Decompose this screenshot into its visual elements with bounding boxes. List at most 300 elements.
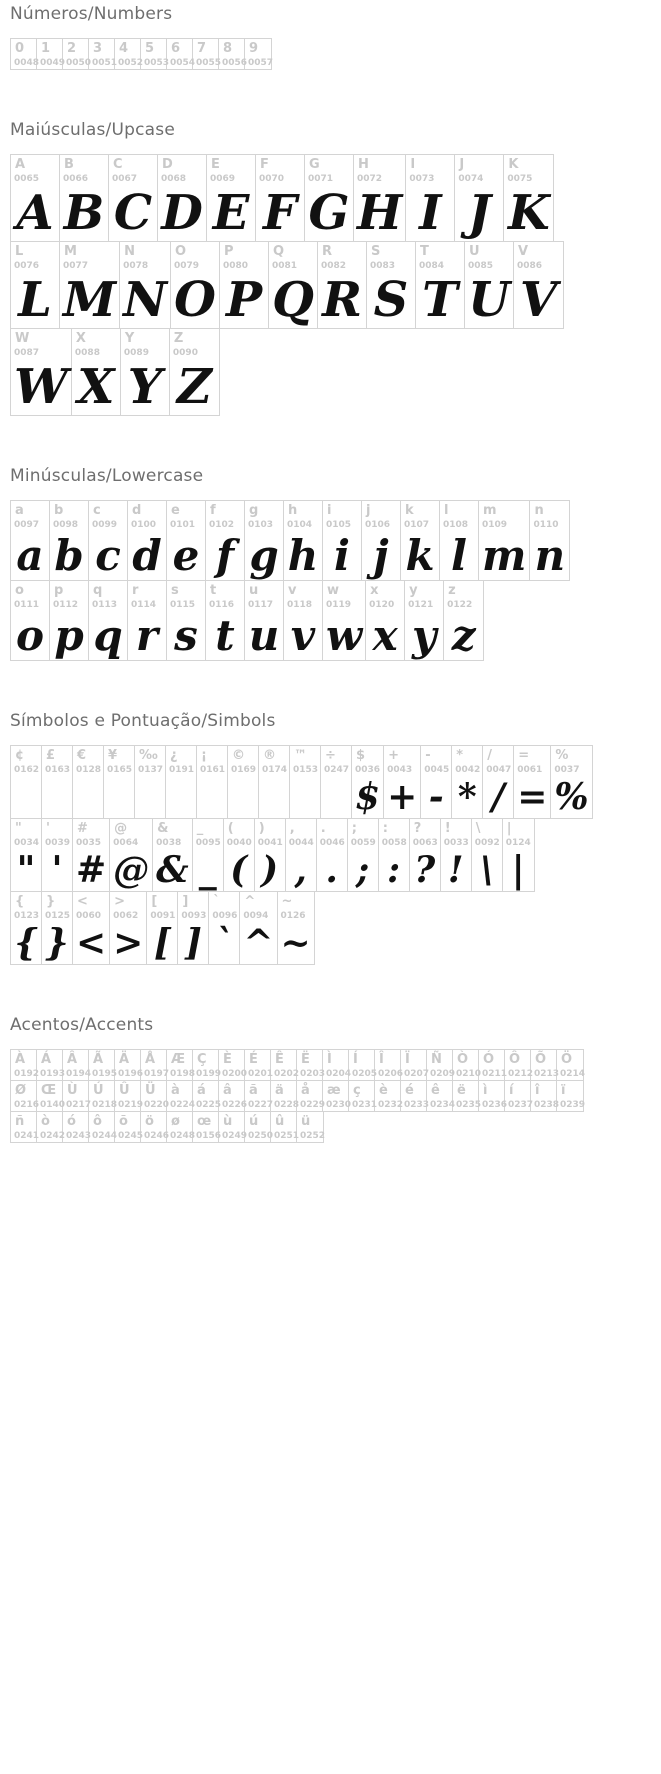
glyph-cell [141,1112,170,1142]
unicode-code: 0244 [92,1131,118,1141]
unicode-code: 0100 [131,520,157,530]
glyph-preview: I [419,185,442,241]
reference-char: N [124,244,136,259]
reference-char: i [327,503,332,518]
glyph-row [10,891,315,965]
unicode-code: 0047 [486,765,512,775]
unicode-code: 0098 [53,520,79,530]
glyph-preview: $ [355,776,381,818]
glyph-preview: a [16,531,44,580]
glyph-preview: [ [153,922,171,964]
glyph-cell [453,1081,482,1111]
reference-char: æ [327,1083,341,1098]
glyph-preview: H [357,185,403,241]
reference-char: ~ [281,894,293,909]
unicode-code: 0122 [447,600,473,610]
unicode-code: 0033 [443,838,469,848]
unicode-code: 0101 [170,520,196,530]
reference-char: ï [561,1083,566,1098]
glyph-cell [72,329,121,415]
glyph-cell [104,746,135,818]
glyph-cell [193,1050,222,1080]
reference-char: H [358,157,369,172]
reference-char: s [171,583,179,598]
glyph-cell [278,892,314,964]
unicode-code: 0230 [326,1100,352,1110]
unicode-code: 0118 [287,600,313,610]
glyph-cell [120,242,171,328]
section-title: Maiúsculas/Upcase [10,120,175,140]
reference-char: î [535,1083,540,1098]
glyph-cell [551,746,591,818]
unicode-code: 0073 [409,174,435,184]
glyph-cell [401,501,440,580]
glyph-preview: } [45,922,69,964]
unicode-code: 0232 [378,1100,404,1110]
reference-char: ¢ [15,748,25,763]
glyph-cell [60,155,109,241]
unicode-code: 0165 [107,765,133,775]
glyph-cell [50,501,89,580]
unicode-code: 0078 [123,261,149,271]
unicode-code: 0126 [280,911,306,921]
reference-char: 6 [171,41,181,56]
glyph-cell [317,819,348,891]
unicode-code: 0124 [505,838,531,848]
glyph-cell [158,155,207,241]
glyph-cell [115,39,144,69]
section-lowercase [10,466,661,661]
reference-char: G [309,157,320,172]
glyph-cell [89,501,128,580]
glyph-preview: b [54,531,84,580]
unicode-code: 0092 [474,838,500,848]
glyph-cell [110,819,153,891]
reference-char: T [420,244,429,259]
unicode-code: 0252 [300,1131,326,1141]
reference-char: ó [67,1114,76,1129]
unicode-code: 0220 [144,1100,170,1110]
unicode-code: 0115 [170,600,196,610]
glyph-cell [256,155,305,241]
glyph-cell [366,581,405,660]
glyph-preview: ; [356,849,370,891]
reference-char: + [388,748,399,763]
glyph-preview: \ [480,849,494,891]
glyph-cell [323,501,362,580]
reference-char: - [425,748,431,763]
glyph-cell [206,581,245,660]
glyph-preview: R [322,272,362,328]
glyph-cell [193,39,222,69]
reference-char: 8 [223,41,233,56]
unicode-code: 0082 [321,261,347,271]
unicode-code: 0090 [172,348,198,358]
unicode-code: 0197 [144,1069,170,1079]
glyph-cell [11,892,42,964]
unicode-code: 0119 [326,600,352,610]
reference-char: p [54,583,64,598]
glyph-cell [421,746,452,818]
glyph-preview [290,776,320,818]
glyph-cell [284,581,323,660]
glyph-preview [321,776,351,818]
unicode-code: 0210 [456,1069,482,1079]
reference-char: J [459,157,465,172]
glyph-cell [167,1081,196,1111]
unicode-code: 0051 [92,58,118,68]
glyph-cell [305,155,354,241]
unicode-code: 0156 [196,1131,222,1141]
glyph-preview: n [534,531,566,580]
glyph-cell [141,1081,170,1111]
reference-char: à [171,1083,180,1098]
unicode-code: 0140 [40,1100,66,1110]
glyph-preview: . [325,849,338,891]
glyph-preview: x [372,611,398,660]
glyph-cell [410,819,441,891]
unicode-code: 0107 [404,520,430,530]
glyph-cell [115,1112,144,1142]
unicode-code: 0106 [365,520,391,530]
reference-char: " [15,821,22,836]
reference-char: l [444,503,449,518]
glyph-preview: ~ [280,922,311,964]
unicode-code: 0042 [455,765,481,775]
reference-char: Í [353,1052,358,1067]
reference-char: ] [182,894,189,909]
reference-char: Ñ [431,1052,442,1067]
glyph-cell [73,746,104,818]
unicode-code: 0087 [14,348,40,358]
reference-char: / [487,748,492,763]
glyph-preview: ( [230,849,248,891]
unicode-code: 0226 [222,1100,248,1110]
glyph-cell [63,1081,92,1111]
reference-char: ^ [244,894,256,909]
reference-char: g [249,503,259,518]
glyph-cell [455,155,504,241]
reference-char: | [506,821,512,836]
glyph-row [10,1049,584,1081]
unicode-code: 0074 [458,174,484,184]
unicode-code: 0060 [76,911,102,921]
unicode-code: 0245 [118,1131,144,1141]
reference-char: È [223,1052,232,1067]
reference-char: > [114,894,126,909]
unicode-code: 0193 [40,1069,66,1079]
glyph-cell [115,1050,144,1080]
glyph-cell [479,1050,508,1080]
reference-char: d [132,503,142,518]
unicode-code: 0105 [326,520,352,530]
unicode-code: 0231 [352,1100,378,1110]
unicode-code: 0111 [14,600,40,610]
section-title: Símbolos e Pontuação/Simbols [10,711,276,731]
glyph-cell [153,819,193,891]
unicode-code: 0123 [14,911,40,921]
glyph-preview: f [215,531,235,580]
reference-char: . [320,821,326,836]
glyph-preview: ! [447,849,464,891]
unicode-code: 0113 [92,600,118,610]
glyph-cell [245,1050,274,1080]
reference-char: v [288,583,297,598]
glyph-row [10,818,535,892]
reference-char: Û [119,1083,130,1098]
glyph-cell [427,1081,456,1111]
reference-char: \ [475,821,481,836]
reference-char: ô [93,1114,102,1129]
section-title: Acentos/Accents [10,1015,154,1035]
unicode-code: 0034 [14,838,40,848]
unicode-code: 0056 [222,58,248,68]
glyph-cell [73,819,110,891]
reference-char: o [15,583,24,598]
glyph-row [10,580,484,661]
reference-char: M [64,244,77,259]
glyph-cell [441,819,472,891]
glyph-cell [479,1081,508,1111]
glyph-cell [286,819,317,891]
unicode-code: 0035 [76,838,102,848]
glyph-preview: ? [414,849,436,891]
glyph-preview: O [174,272,216,328]
unicode-code: 0174 [262,765,288,775]
glyph-preview: o [15,611,44,660]
reference-char: h [288,503,298,518]
reference-char: k [405,503,414,518]
reference-char: W [15,331,30,346]
glyph-cell [193,1112,222,1142]
unicode-code: 0043 [387,765,413,775]
reference-char: 7 [197,41,207,56]
glyph-preview: * [457,776,477,818]
glyph-cell [121,329,170,415]
unicode-code: 0081 [272,261,298,271]
glyph-cell [141,1050,170,1080]
reference-char: @ [114,821,128,836]
glyph-preview [197,776,227,818]
glyph-cell [37,1081,66,1111]
glyph-preview: Y [127,359,163,415]
unicode-code: 0246 [144,1131,170,1141]
reference-char: ç [353,1083,361,1098]
reference-char: Ü [145,1083,156,1098]
glyph-row [10,745,593,819]
glyph-cell [405,581,444,660]
glyph-cell [219,1112,248,1142]
glyph-cell [259,746,290,818]
glyph-cell [297,1081,326,1111]
unicode-code: 0116 [209,600,235,610]
unicode-code: 0049 [40,58,66,68]
section-upcase [10,120,661,416]
glyph-cell [503,819,534,891]
glyph-preview: i [334,531,350,580]
reference-char: é [405,1083,414,1098]
reference-char: F [260,157,269,172]
glyph-preview: F [262,185,298,241]
glyph-preview: & [156,849,189,891]
glyph-preview: W [14,359,68,415]
glyph-cell [323,1050,352,1080]
glyph-cell [50,581,89,660]
unicode-code: 0036 [355,765,381,775]
reference-char: è [379,1083,388,1098]
unicode-code: 0194 [66,1069,92,1079]
glyph-cell [323,1081,352,1111]
glyph-cell [11,581,50,660]
unicode-code: 0102 [209,520,235,530]
unicode-code: 0249 [222,1131,248,1141]
reference-char: ( [227,821,234,836]
unicode-code: 0120 [369,600,395,610]
unicode-code: 0128 [76,765,102,775]
reference-char: É [249,1052,258,1067]
glyph-preview: P [225,272,263,328]
glyph-cell [271,1050,300,1080]
reference-char: A [15,157,26,172]
glyph-cell [379,819,410,891]
reference-char: [ [151,894,158,909]
unicode-code: 0225 [196,1100,222,1110]
unicode-code: 0137 [138,765,164,775]
glyph-cell [514,746,551,818]
unicode-code: 0219 [118,1100,144,1110]
glyph-cell [115,1081,144,1111]
unicode-code: 0052 [118,58,144,68]
glyph-cell [271,1112,300,1142]
unicode-code: 0233 [404,1100,430,1110]
unicode-code: 0065 [14,174,40,184]
unicode-code: 0236 [482,1100,508,1110]
reference-char: 4 [119,41,129,56]
glyph-cell [297,1050,326,1080]
reference-char: Z [173,331,184,346]
glyph-cell [375,1050,404,1080]
reference-char: ù [223,1114,233,1129]
unicode-code: 0053 [144,58,170,68]
unicode-code: 0088 [74,348,100,358]
glyph-preview: ] [184,922,202,964]
glyph-cell [167,501,206,580]
unicode-code: 0085 [468,261,494,271]
reference-char: < [77,894,88,909]
glyph-preview: - [428,776,444,818]
section-accents [10,1015,661,1143]
reference-char: { [15,894,25,909]
unicode-code: 0096 [212,911,238,921]
glyph-cell [427,1050,456,1080]
unicode-code: 0125 [45,911,71,921]
unicode-code: 0229 [300,1100,326,1110]
unicode-code: 0057 [248,58,274,68]
glyph-cell [240,892,277,964]
glyph-preview: # [76,849,107,891]
glyph-cell [63,39,92,69]
font-character-map [10,4,661,1143]
unicode-code: 0217 [66,1100,92,1110]
unicode-code: 0061 [517,765,543,775]
unicode-code: 0068 [161,174,187,184]
unicode-code: 0059 [350,838,376,848]
glyph-cell [37,39,66,69]
glyph-cell [245,581,284,660]
reference-char: & [157,821,169,836]
reference-char: € [77,748,87,763]
reference-char: m [483,503,497,518]
reference-char: ê [431,1083,440,1098]
unicode-code: 0242 [40,1131,66,1141]
glyph-cell [416,242,465,328]
glyph-preview: M [63,272,117,328]
glyph-row [10,241,564,329]
glyph-preview: y [411,611,437,660]
unicode-code: 0054 [170,58,196,68]
reference-char: b [54,503,64,518]
reference-char: P [224,244,234,259]
reference-char: Î [379,1052,384,1067]
unicode-code: 0192 [14,1069,40,1079]
glyph-cell [557,1050,586,1080]
glyph-preview: A [16,185,54,241]
reference-char: Ç [197,1052,207,1067]
glyph-cell [193,819,224,891]
glyph-cell [530,501,569,580]
unicode-code: 0077 [63,261,89,271]
reference-char: â [223,1083,232,1098]
glyph-cell [37,1050,66,1080]
glyph-cell [255,819,286,891]
reference-char: B [64,157,74,172]
glyph-preview: T [422,272,458,328]
unicode-code: 0201 [248,1069,274,1079]
glyph-cell [297,1112,326,1142]
unicode-code: 0235 [456,1100,482,1110]
glyph-cell [167,581,206,660]
glyph-preview: S [373,272,409,328]
glyph-cell [89,581,128,660]
glyph-cell [167,39,196,69]
reference-char: Ë [301,1052,310,1067]
reference-char: L [15,244,24,259]
reference-char: : [382,821,388,836]
glyph-cell [440,501,479,580]
reference-char: Â [67,1052,78,1067]
reference-char: X [75,331,86,346]
reference-char: Å [145,1052,156,1067]
unicode-code: 0044 [288,838,314,848]
unicode-code: 0206 [378,1069,404,1079]
reference-char: ? [413,821,422,836]
unicode-code: 0241 [14,1131,40,1141]
reference-char: } [46,894,56,909]
reference-char: n [534,503,544,518]
glyph-cell [170,329,219,415]
glyph-cell [11,155,60,241]
glyph-cell [362,501,401,580]
section-numbers [10,4,661,70]
glyph-cell [557,1081,586,1111]
glyph-cell [89,1050,118,1080]
unicode-code: 0094 [243,911,269,921]
unicode-code: 0086 [517,261,543,271]
glyph-cell [141,39,170,69]
unicode-code: 0216 [14,1100,40,1110]
unicode-code: 0161 [200,765,226,775]
glyph-preview: : [387,849,401,891]
